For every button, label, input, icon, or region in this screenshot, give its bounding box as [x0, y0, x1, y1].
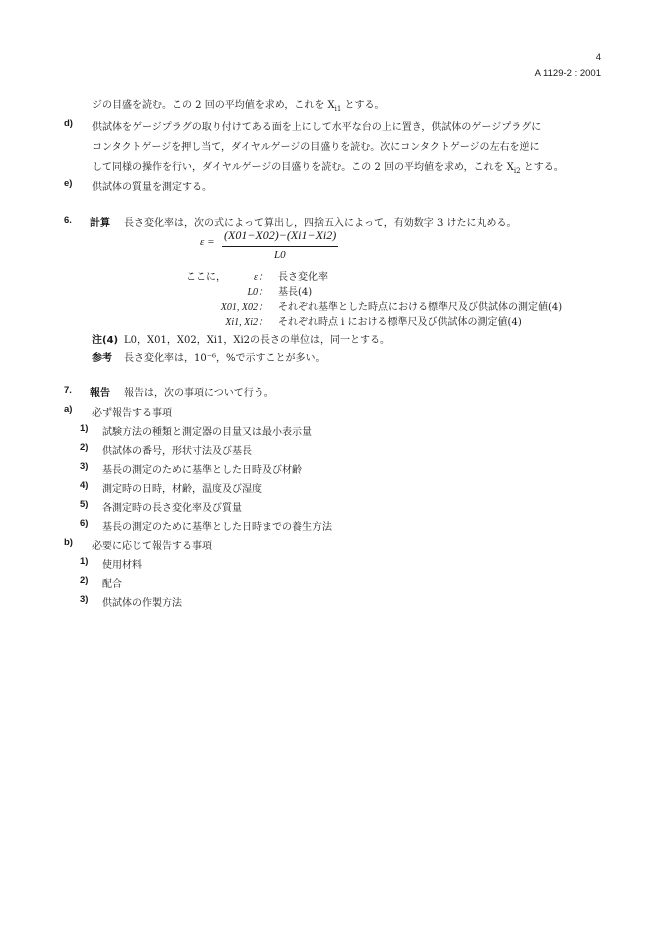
formula-lhs: ε = — [200, 236, 215, 248]
list-item: 基長の測定のために基準とした日時及び材齢 — [102, 465, 302, 476]
section-6-text: 長さ変化率は，次の式によって算出し，四捨五入によって，有効数字 3 けたに丸める。 — [124, 218, 517, 229]
list-item: 供試体の番号，形状寸法及び基長 — [102, 446, 252, 457]
formula-numerator: (X01−X02)−(Xi1−Xi2) — [224, 228, 337, 242]
def-desc-x0: それぞれ基準とした時点における標準尺及び供試体の測定値(4) — [278, 302, 563, 313]
list-item-number: 1) — [80, 556, 89, 567]
def-symbol-epsilon: ε： — [254, 272, 268, 283]
def-desc-xi: それぞれ時点 i における標準尺及び供試体の測定値(4) — [278, 317, 522, 328]
formula-denominator: L0 — [274, 249, 286, 261]
list-item-number: 3) — [80, 594, 89, 605]
item-d-line1: 供試体をゲージプラグの取り付けてある面を上にして水平な台の上に置き，供試体のゲージプラグに — [92, 122, 542, 133]
def-symbol-x0: X01, X02： — [220, 302, 268, 313]
item-a-text: 必ず報告する事項 — [92, 408, 172, 419]
reference-label: 参考 — [92, 353, 112, 364]
list-item: 各測定時の長さ変化率及び質量 — [102, 503, 242, 514]
list-item: 使用材料 — [102, 560, 142, 571]
def-desc-l0: 基長(4) — [278, 287, 313, 298]
item-e-text: 供試体の質量を測定する。 — [92, 182, 212, 193]
list-item: 試験方法の種類と測定器の目量又は最小表示量 — [102, 427, 312, 438]
item-b-text: 必要に応じて報告する事項 — [92, 541, 212, 552]
item-d-line3: して同様の操作を行い，ダイヤルゲージの目盛りを読む。この 2 回の平均値を求め，これを $X_{i2}$ とする。 — [92, 162, 564, 175]
list-item-number: 4) — [80, 480, 89, 491]
section-7-number: 7. — [64, 385, 72, 396]
item-d-label: d) — [64, 118, 73, 129]
note-label: 注(4) — [92, 335, 119, 346]
item-b-label: b) — [64, 537, 73, 548]
list-item-number: 1) — [80, 423, 89, 434]
item-e-label: e) — [64, 178, 73, 189]
list-item-number: 5) — [80, 499, 89, 510]
item-d-line2: コンタクトゲージを押し当て，ダイヤルゲージの目盛りを読む。次にコンタクトゲージの左右を逆に — [92, 142, 540, 153]
def-desc-epsilon: 長さ変化率 — [278, 272, 328, 283]
continuation-line: ジの目盛を読む。この 2 回の平均値を求め，これを $X_{i1}$ とする。 — [92, 100, 385, 113]
list-item-number: 2) — [80, 575, 89, 586]
section-6-number: 6. — [64, 215, 72, 226]
document-id: A 1129-2 : 2001 — [534, 68, 601, 79]
list-item-number: 2) — [80, 442, 89, 453]
page-number: 4 — [595, 52, 601, 63]
list-item-number: 3) — [80, 461, 89, 472]
item-a-label: a) — [64, 404, 73, 415]
note-text: L0，X01，X02，Xi1，Xi2の長さの単位は，同一とする。 — [124, 335, 391, 346]
section-6-title: 計算 — [90, 218, 110, 229]
section-7-title: 報告 — [90, 388, 110, 399]
list-item: 配合 — [102, 579, 122, 590]
def-symbol-l0: L0： — [247, 287, 268, 298]
list-item: 基長の測定のために基準とした日時までの養生方法 — [102, 522, 332, 533]
list-item: 供試体の作製方法 — [102, 598, 182, 609]
section-7-text: 報告は，次の事項について行う。 — [124, 388, 274, 399]
fraction-bar — [222, 246, 338, 247]
where-label: ここに， — [186, 272, 226, 283]
def-symbol-xi: Xi1, Xi2： — [225, 317, 268, 328]
reference-text: 長さ変化率は，10⁻⁶，%で示すことが多い。 — [124, 353, 326, 364]
list-item-number: 6) — [80, 518, 89, 529]
list-item: 測定時の日時，材齢，温度及び湿度 — [102, 484, 262, 495]
